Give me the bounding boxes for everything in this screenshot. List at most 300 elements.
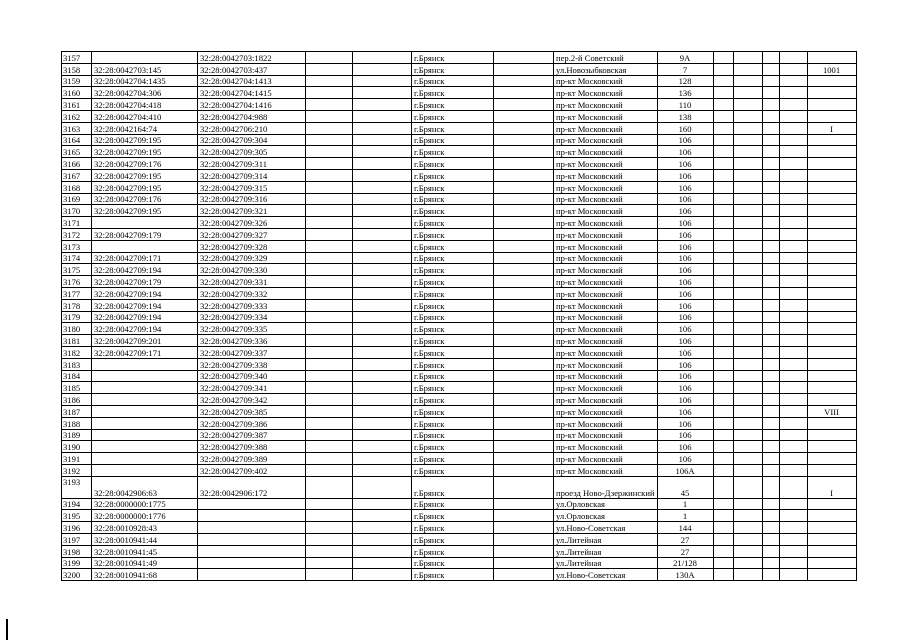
table-row [62, 205, 857, 217]
empty-cell [353, 287, 412, 299]
street-cell: ул.Ново-Советская [554, 569, 658, 581]
note-cell [807, 99, 856, 111]
empty-cell [762, 453, 779, 465]
empty-cell [494, 252, 554, 264]
building-cadastral-number-cell: 32:28:0042706:210 [198, 122, 306, 134]
city-cell: г.Брянск [412, 276, 494, 288]
empty-cell [306, 498, 353, 510]
building-cadastral-number-cell [198, 522, 306, 534]
row-number-cell: 3194 [62, 498, 92, 510]
empty-cell [779, 522, 807, 534]
empty-cell [762, 276, 779, 288]
empty-cell [713, 522, 733, 534]
street-cell: пр-кт Московский [554, 299, 658, 311]
house-number-cell: 106 [657, 417, 713, 429]
empty-cell [713, 110, 733, 122]
empty-cell [494, 335, 554, 347]
table-row [62, 181, 857, 193]
cadastral-number-cell [92, 417, 198, 429]
empty-cell [779, 146, 807, 158]
empty-cell [733, 252, 762, 264]
street-cell: пр-кт Московский [554, 276, 658, 288]
empty-cell [306, 534, 353, 546]
street-cell: ул.Орловская [554, 510, 658, 522]
empty-cell [762, 382, 779, 394]
note-cell: VIII [807, 405, 856, 417]
city-cell: г.Брянск [412, 110, 494, 122]
empty-cell [733, 405, 762, 417]
empty-cell [306, 394, 353, 406]
cadastral-number-cell: 32:28:0042709:194 [92, 287, 198, 299]
city-cell: г.Брянск [412, 205, 494, 217]
empty-cell [306, 441, 353, 453]
city-cell: г.Брянск [412, 545, 494, 557]
cadastral-number-cell [92, 464, 198, 476]
empty-cell [353, 370, 412, 382]
row-number-cell: 3164 [62, 134, 92, 146]
house-number-cell: 106 [657, 264, 713, 276]
empty-cell [713, 346, 733, 358]
table-row [62, 87, 857, 99]
table-row [62, 169, 857, 181]
empty-cell [494, 394, 554, 406]
row-number-cell: 3158 [62, 63, 92, 75]
empty-cell [306, 464, 353, 476]
empty-cell [306, 522, 353, 534]
cadastral-number-cell: 32:28:0042704:418 [92, 99, 198, 111]
note-cell [807, 75, 856, 87]
row-number-cell: 3173 [62, 240, 92, 252]
street-cell: пр-кт Московский [554, 134, 658, 146]
city-cell: г.Брянск [412, 311, 494, 323]
empty-cell [713, 429, 733, 441]
row-number-cell: 3198 [62, 545, 92, 557]
row-number-cell: 3192 [62, 464, 92, 476]
empty-cell [762, 346, 779, 358]
empty-cell [306, 370, 353, 382]
note-cell [807, 110, 856, 122]
row-number-cell: 3178 [62, 299, 92, 311]
street-cell: пр-кт Московский [554, 417, 658, 429]
cadastral-number-cell: 32:28:0042709:194 [92, 323, 198, 335]
empty-cell [713, 287, 733, 299]
empty-cell [733, 169, 762, 181]
table-row [62, 534, 857, 546]
empty-cell [353, 534, 412, 546]
empty-cell [762, 299, 779, 311]
empty-cell [306, 99, 353, 111]
cadastral-number-cell [92, 52, 198, 64]
empty-cell [353, 276, 412, 288]
empty-cell [494, 169, 554, 181]
house-number-cell: 106 [657, 299, 713, 311]
house-number-cell: 160 [657, 122, 713, 134]
building-cadastral-number-cell: 32:28:0042709:305 [198, 146, 306, 158]
empty-cell [762, 417, 779, 429]
building-cadastral-number-cell: 32:28:0042709:341 [198, 382, 306, 394]
empty-cell [713, 311, 733, 323]
house-number-cell: 106 [657, 441, 713, 453]
cadastral-number-cell: 32:28:0010941:45 [92, 545, 198, 557]
empty-cell [306, 557, 353, 569]
note-cell [807, 545, 856, 557]
empty-cell [762, 287, 779, 299]
building-cadastral-number-cell: 32:28:0042704:988 [198, 110, 306, 122]
row-number-cell: 3160 [62, 87, 92, 99]
empty-cell [762, 510, 779, 522]
building-cadastral-number-cell: 32:28:0042709:388 [198, 441, 306, 453]
empty-cell [762, 75, 779, 87]
empty-cell [733, 299, 762, 311]
note-cell [807, 146, 856, 158]
empty-cell [306, 311, 353, 323]
street-cell: пр-кт Московский [554, 323, 658, 335]
note-cell [807, 217, 856, 229]
empty-cell [353, 510, 412, 522]
street-cell: ул.Литейная [554, 557, 658, 569]
empty-cell [353, 110, 412, 122]
empty-cell [733, 370, 762, 382]
city-cell: г.Брянск [412, 429, 494, 441]
empty-cell [779, 169, 807, 181]
empty-cell [779, 217, 807, 229]
note-cell [807, 370, 856, 382]
city-cell: г.Брянск [412, 370, 494, 382]
cadastral-number-cell: 32:28:0000000:1775 [92, 498, 198, 510]
empty-cell [733, 193, 762, 205]
empty-cell [779, 382, 807, 394]
empty-cell [733, 394, 762, 406]
empty-cell [494, 370, 554, 382]
building-cadastral-number-cell: 32:28:0042709:336 [198, 335, 306, 347]
empty-cell [779, 557, 807, 569]
house-number-cell: 7 [657, 63, 713, 75]
cadastral-number-cell: 32:28:0042709:171 [92, 252, 198, 264]
empty-cell [733, 217, 762, 229]
city-cell: г.Брянск [412, 417, 494, 429]
building-cadastral-number-cell: 32:28:0042709:337 [198, 346, 306, 358]
empty-cell [494, 299, 554, 311]
street-cell: пр-кт Московский [554, 158, 658, 170]
table-row [62, 110, 857, 122]
street-cell: пр-кт Московский [554, 146, 658, 158]
empty-cell [353, 169, 412, 181]
empty-cell [762, 464, 779, 476]
empty-cell [494, 75, 554, 87]
empty-cell [713, 99, 733, 111]
row-number-cell: 3197 [62, 534, 92, 546]
empty-cell [494, 205, 554, 217]
empty-cell [306, 193, 353, 205]
house-number-cell: 106 [657, 335, 713, 347]
table-row [62, 382, 857, 394]
city-cell: г.Брянск [412, 394, 494, 406]
empty-cell [779, 52, 807, 64]
note-cell [807, 358, 856, 370]
city-cell: г.Брянск [412, 335, 494, 347]
empty-cell [306, 146, 353, 158]
house-number-cell: 106 [657, 287, 713, 299]
street-cell: пр-кт Московский [554, 346, 658, 358]
empty-cell [353, 323, 412, 335]
empty-cell [733, 441, 762, 453]
empty-cell [494, 240, 554, 252]
building-cadastral-number-cell: 32:28:0042709:342 [198, 394, 306, 406]
city-cell: г.Брянск [412, 158, 494, 170]
house-number-cell: 106 [657, 382, 713, 394]
empty-cell [353, 358, 412, 370]
cadastral-number-cell: 32:28:0042704:410 [92, 110, 198, 122]
empty-cell [733, 52, 762, 64]
building-cadastral-number-cell: 32:28:0042703:437 [198, 63, 306, 75]
empty-cell [762, 52, 779, 64]
building-cadastral-number-cell: 32:28:0042704:1416 [198, 99, 306, 111]
row-number-cell: 3174 [62, 252, 92, 264]
empty-cell [353, 569, 412, 581]
city-cell: г.Брянск [412, 498, 494, 510]
house-number-cell: 106А [657, 464, 713, 476]
empty-cell [494, 545, 554, 557]
note-cell [807, 382, 856, 394]
note-cell [807, 453, 856, 465]
empty-cell [713, 205, 733, 217]
street-cell: пр-кт Московский [554, 405, 658, 417]
empty-cell [762, 476, 779, 498]
empty-cell [713, 75, 733, 87]
empty-cell [713, 146, 733, 158]
building-cadastral-number-cell: 32:28:0042709:329 [198, 252, 306, 264]
empty-cell [762, 394, 779, 406]
street-cell: пр-кт Московский [554, 181, 658, 193]
empty-cell [494, 311, 554, 323]
building-cadastral-number-cell [198, 510, 306, 522]
empty-cell [306, 75, 353, 87]
cadastral-number-cell: 32:28:0010928:43 [92, 522, 198, 534]
empty-cell [353, 311, 412, 323]
row-number-cell: 3157 [62, 52, 92, 64]
empty-cell [762, 122, 779, 134]
cadastral-number-cell: 32:28:0042709:195 [92, 134, 198, 146]
empty-cell [353, 158, 412, 170]
empty-cell [733, 464, 762, 476]
note-cell [807, 181, 856, 193]
empty-cell [494, 287, 554, 299]
empty-cell [779, 311, 807, 323]
note-cell [807, 569, 856, 581]
empty-cell [762, 311, 779, 323]
note-cell: 1001 [807, 63, 856, 75]
empty-cell [306, 87, 353, 99]
building-cadastral-number-cell: 32:28:0042709:314 [198, 169, 306, 181]
street-cell: пр-кт Московский [554, 394, 658, 406]
city-cell: г.Брянск [412, 557, 494, 569]
empty-cell [494, 498, 554, 510]
house-number-cell: 1 [657, 498, 713, 510]
empty-cell [494, 110, 554, 122]
empty-cell [733, 276, 762, 288]
table-row [62, 287, 857, 299]
house-number-cell: 106 [657, 240, 713, 252]
empty-cell [779, 276, 807, 288]
empty-cell [762, 522, 779, 534]
table-row [62, 264, 857, 276]
row-number-cell: 3166 [62, 158, 92, 170]
empty-cell [779, 181, 807, 193]
row-number-cell: 3190 [62, 441, 92, 453]
empty-cell [306, 264, 353, 276]
empty-cell [306, 453, 353, 465]
empty-cell [494, 181, 554, 193]
empty-cell [306, 335, 353, 347]
house-number-cell: 128 [657, 75, 713, 87]
empty-cell [713, 264, 733, 276]
empty-cell [494, 358, 554, 370]
empty-cell [494, 264, 554, 276]
row-number-cell: 3177 [62, 287, 92, 299]
empty-cell [713, 545, 733, 557]
house-number-cell: 106 [657, 276, 713, 288]
table-row [62, 122, 857, 134]
empty-cell [779, 122, 807, 134]
table-row [62, 441, 857, 453]
empty-cell [306, 545, 353, 557]
empty-cell [494, 453, 554, 465]
empty-cell [733, 122, 762, 134]
cadastral-number-cell: 32:28:0042709:194 [92, 299, 198, 311]
empty-cell [762, 323, 779, 335]
empty-cell [353, 476, 412, 498]
note-cell [807, 228, 856, 240]
note-cell [807, 534, 856, 546]
house-number-cell: 106 [657, 181, 713, 193]
empty-cell [306, 287, 353, 299]
empty-cell [353, 264, 412, 276]
house-number-cell: 138 [657, 110, 713, 122]
row-number-cell: 3195 [62, 510, 92, 522]
house-number-cell: 106 [657, 134, 713, 146]
cadastral-number-cell: 32:28:0042704:306 [92, 87, 198, 99]
note-cell [807, 346, 856, 358]
empty-cell [733, 228, 762, 240]
empty-cell [733, 146, 762, 158]
empty-cell [733, 522, 762, 534]
empty-cell [733, 358, 762, 370]
empty-cell [306, 299, 353, 311]
street-cell: проезд Ново-Дзержинский [554, 476, 658, 498]
empty-cell [779, 87, 807, 99]
empty-cell [713, 299, 733, 311]
table-row [62, 75, 857, 87]
empty-cell [713, 453, 733, 465]
cadastral-number-cell [92, 394, 198, 406]
table-row [62, 63, 857, 75]
empty-cell [353, 522, 412, 534]
empty-cell [306, 346, 353, 358]
city-cell: г.Брянск [412, 99, 494, 111]
city-cell: г.Брянск [412, 464, 494, 476]
empty-cell [779, 99, 807, 111]
empty-cell [762, 335, 779, 347]
cadastral-number-cell: 32:28:0042709:176 [92, 193, 198, 205]
empty-cell [713, 464, 733, 476]
note-cell [807, 510, 856, 522]
empty-cell [762, 441, 779, 453]
city-cell: г.Брянск [412, 217, 494, 229]
building-cadastral-number-cell [198, 545, 306, 557]
cadastral-number-cell: 32:28:0042709:195 [92, 205, 198, 217]
table-row [62, 335, 857, 347]
building-cadastral-number-cell: 32:28:0042703:1822 [198, 52, 306, 64]
house-number-cell: 136 [657, 87, 713, 99]
street-cell: пр-кт Московский [554, 370, 658, 382]
note-cell [807, 522, 856, 534]
cadastral-number-cell: 32:28:0010941:68 [92, 569, 198, 581]
table-row [62, 276, 857, 288]
empty-cell [494, 429, 554, 441]
empty-cell [779, 429, 807, 441]
empty-cell [306, 382, 353, 394]
street-cell: ул.Орловская [554, 498, 658, 510]
note-cell [807, 394, 856, 406]
empty-cell [494, 534, 554, 546]
house-number-cell: 106 [657, 358, 713, 370]
row-number-cell: 3199 [62, 557, 92, 569]
empty-cell [779, 510, 807, 522]
row-number-cell: 3163 [62, 122, 92, 134]
empty-cell [713, 240, 733, 252]
building-cadastral-number-cell [198, 534, 306, 546]
house-number-cell: 9А [657, 52, 713, 64]
row-number-cell: 3187 [62, 405, 92, 417]
city-cell: г.Брянск [412, 441, 494, 453]
empty-cell [494, 510, 554, 522]
cadastral-number-cell: 32:28:0042164:74 [92, 122, 198, 134]
empty-cell [779, 441, 807, 453]
empty-cell [733, 75, 762, 87]
table-row [62, 358, 857, 370]
table-row [62, 394, 857, 406]
note-cell [807, 158, 856, 170]
empty-cell [353, 453, 412, 465]
note-cell [807, 205, 856, 217]
empty-cell [779, 264, 807, 276]
row-number-cell: 3171 [62, 217, 92, 229]
building-cadastral-number-cell: 32:28:0042709:334 [198, 311, 306, 323]
empty-cell [353, 181, 412, 193]
empty-cell [733, 557, 762, 569]
city-cell: г.Брянск [412, 569, 494, 581]
empty-cell [713, 63, 733, 75]
cadastral-number-cell [92, 441, 198, 453]
building-cadastral-number-cell: 32:28:0042709:389 [198, 453, 306, 465]
empty-cell [494, 217, 554, 229]
row-number-cell: 3180 [62, 323, 92, 335]
house-number-cell: 106 [657, 346, 713, 358]
cadastral-number-cell: 32:28:0000000:1776 [92, 510, 198, 522]
building-cadastral-number-cell [198, 569, 306, 581]
empty-cell [762, 370, 779, 382]
row-number-cell: 3162 [62, 110, 92, 122]
building-cadastral-number-cell: 32:28:0042709:315 [198, 181, 306, 193]
empty-cell [353, 464, 412, 476]
empty-cell [713, 252, 733, 264]
row-number-cell: 3191 [62, 453, 92, 465]
empty-cell [353, 99, 412, 111]
empty-cell [494, 323, 554, 335]
empty-cell [779, 228, 807, 240]
empty-cell [353, 429, 412, 441]
empty-cell [306, 417, 353, 429]
